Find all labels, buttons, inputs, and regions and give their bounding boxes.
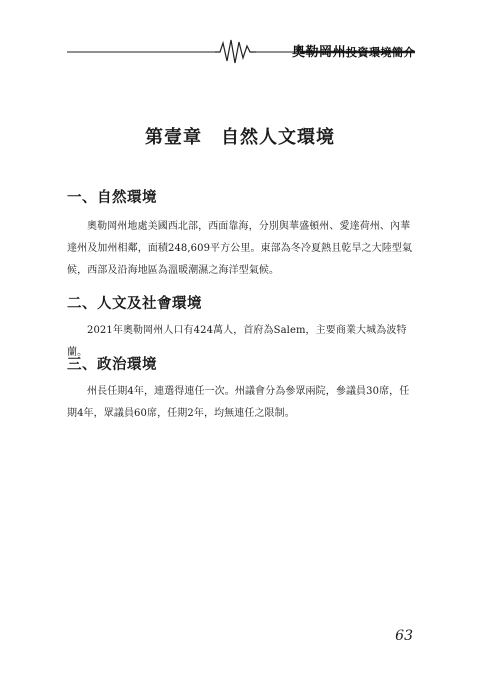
section-heading-politics: 三、政治環境: [67, 356, 157, 373]
header-title-small: 投資環境簡介: [346, 46, 415, 59]
page-header: [0, 30, 480, 70]
section-heading-natural: 一、自然環境: [67, 189, 157, 206]
page-number: 63: [395, 628, 413, 644]
section-paragraph-politics: 州長任期4年，連選得連任一次。州議會分為參眾兩院，參議員30席，任期4年，眾議員60席，任期2年，均無連任之限制。: [67, 386, 410, 419]
chapter-title: 第壹章 自然人文環境: [145, 127, 335, 148]
section-paragraph-society: 2021年奧勒岡州人口有424萬人，首府為Salem，主要商業大城為波特蘭。: [67, 325, 407, 358]
section-heading-society: 二、人文及社會環境: [67, 295, 202, 312]
header-title: [292, 41, 415, 60]
header-title-big: 奧勒岡州: [291, 45, 346, 60]
section-paragraph-natural: 奧勒岡州地處美國西北部，西面靠海，分別與華盛頓州、愛達荷州、內華達州及加州相鄰，面積248,609平方公里。東部為冬冷夏熱且乾旱之大陸型氣候，西部及沿海地區為溫暖潮濕之海洋型氣候。: [67, 221, 413, 276]
